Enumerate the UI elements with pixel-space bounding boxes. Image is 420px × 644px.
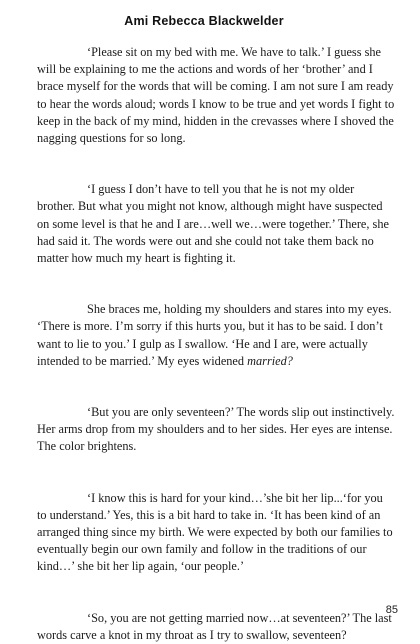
paragraph-6: ‘So, you are not getting married now…at seventeen?’ The last words carve a knot in my throat as I try to swallow, seventeen?	[37, 610, 392, 642]
body-text	[37, 44, 395, 644]
paragraph-1: ‘Please sit on my bed with me. We have to talk.’ I guess she will be explaining to me the actions and words of her ‘brother’ and I brace myself for the words that will be coming. I am not sure I am ready to hear the words aloud; words I know to be true and yet words I fight to keep in the back of my mind, hidden in the crevasses where I shoved the nagging questions for so long.	[37, 45, 395, 146]
paragraph-3	[37, 301, 395, 370]
paragraph-3-text: She braces me, holding my shoulders and stares into my eyes. ‘There is more. I’m sorry if this hurts you, but it has to be said. I don’t want to lie to you.’ I gulp as I swallow. ‘He and I are, were actually intended to be married.’ My eyes widened	[37, 302, 392, 368]
paragraph-4: ‘But you are only seventeen?’ The words slip out instinctively. Her arms drop from my shoulders and to her sides. Her eyes are intense. The color brightens.	[37, 405, 395, 454]
paragraph-3-italic: married?	[247, 353, 293, 368]
paragraph-5: ‘I know this is hard for your kind…’she bit her lip...‘for you to understand.’ Yes, this is a bit hard to take in. ‘It has been kind of an arranged thing since my birth. We were expected by both our families to eventually begin our own family and follow in the traditions of our kind…’ she bit her lip again, ‘our people.’	[37, 490, 393, 574]
page-number: 85	[385, 604, 398, 616]
running-header-author: Ami Rebecca Blackwelder	[124, 14, 284, 28]
paragraph-2: ‘I guess I don’t have to tell you that he is not my older brother. But what you might not know, although might have suspected on some level is that he and I are…well we…were together.’ There, she had said it. The words were out and she could not take them back no matter how much my heart is fighting it.	[37, 182, 389, 266]
